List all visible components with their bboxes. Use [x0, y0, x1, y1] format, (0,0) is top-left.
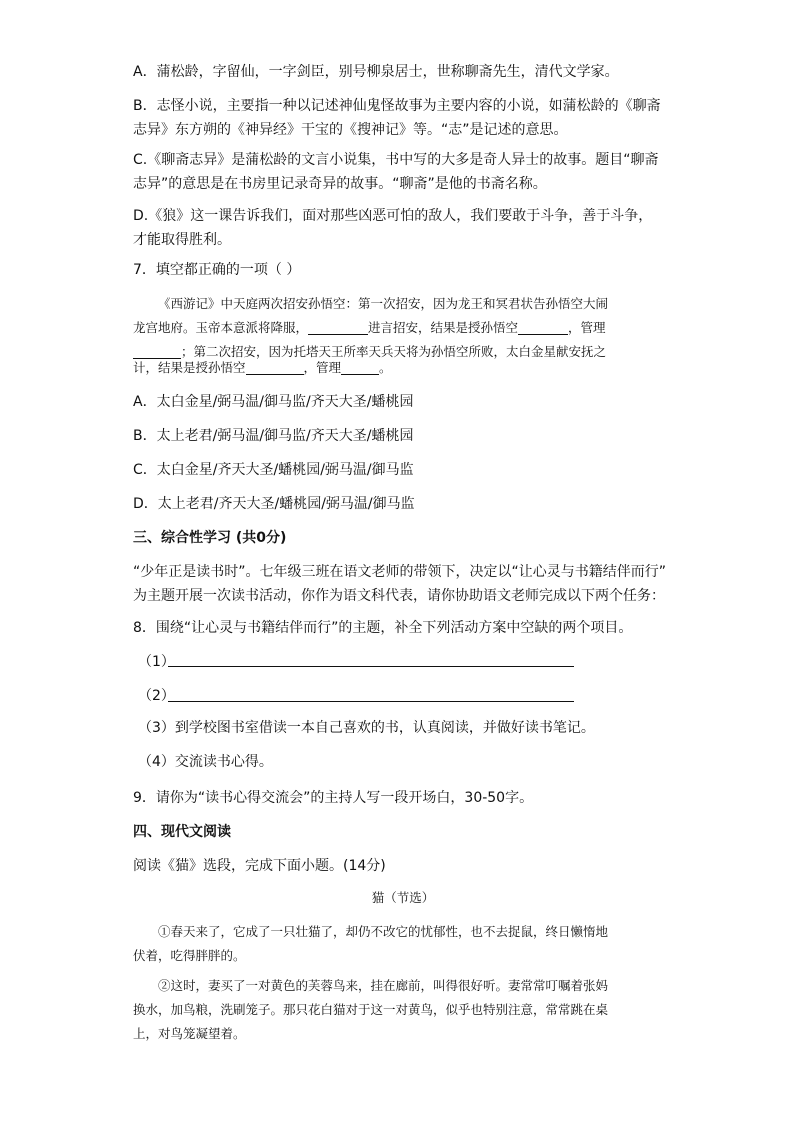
q6-option-b-line2: 志异》东方朔的《神异经》干宝的《搜神记》等。“志”是记述的意思。	[133, 122, 568, 138]
q8-item2-label: （2）	[138, 688, 175, 704]
section4-title: 四、现代文阅读	[133, 824, 231, 840]
q7-passage-text-2b: 进言招安，结果是授孙悟空	[368, 320, 519, 335]
q7-passage-text-2a: 龙宫地府。玉帝本意派将降服，	[133, 320, 309, 335]
q6-option-b-line1: B．志怪小说，主要指一种以记述神仙鬼怪故事为主要内容的小说，如蒲松龄的《聊斋	[133, 98, 661, 114]
article-para1-line1: ①春天来了，它成了一只壮猫了，却仍不改它的忧郁性，也不去捉鼠，终日懒惰地	[158, 924, 609, 939]
q8-stem: 8．围绕“让心灵与书籍结伴而行”的主题，补全下列活动方案中空缺的两个项目。	[133, 620, 633, 636]
q7-passage-line1: 《西游记》中天庭两次招安孙悟空：第一次招安，因为龙王和冥君状告孙悟空大闹	[158, 296, 609, 311]
q7-stem: 7．填空都正确的一项（ ）	[133, 262, 301, 278]
q7-blank-2[interactable]	[518, 320, 568, 335]
section3-title: 三、综合性学习 (共0分)	[133, 530, 287, 546]
section4-intro: 阅读《猫》选段，完成下面小题。(14分)	[133, 858, 386, 874]
q7-passage-text-4a: 计，结果是授孙悟空	[133, 360, 246, 375]
q7-passage-line4	[133, 356, 673, 380]
q6-option-c-line2: 志异”的意思是在书房里记录奇异的故事。“聊斋”是他的书斋名称。	[133, 176, 547, 192]
article-title: 猫（节选）	[371, 890, 435, 905]
q7-option-c: C．太白金星/齐天大圣/蟠桃园/弼马温/御马监	[133, 462, 414, 478]
q7-passage-line2	[133, 316, 673, 340]
q7-option-d: D．太上老君/齐天大圣/蟠桃园/弼马温/御马监	[133, 496, 415, 512]
q7-passage-text-4c: 。	[379, 360, 392, 375]
q6-option-c-line1: C.《聊斋志异》是蒲松龄的文言小说集，书中写的大多是奇人异士的故事。题目“聊斋	[133, 152, 659, 168]
section3-intro-line1: “少年正是读书时”。七年级三班在语文老师的带领下，决定以“让心灵与书籍结伴而行”	[133, 564, 667, 580]
q7-blank-1[interactable]	[308, 320, 368, 335]
q7-option-a: A．太白金星/弼马温/御马监/齐天大圣/蟠桃园	[133, 394, 414, 410]
article-para2-line3: 上，对鸟笼凝望着。	[133, 1026, 246, 1041]
article-para2-line2: 换水，加鸟粮，洗刷笼子。那只花白猫对于这一对黄鸟，似乎也特别注意，常常跳在桌	[133, 1002, 609, 1017]
q9-stem: 9．请你为“读书心得交流会”的主持人写一段开场白，30-50字。	[133, 790, 534, 806]
q6-option-a: A．蒲松龄，字留仙，一字剑臣，别号柳泉居士，世称聊斋先生，清代文学家。	[133, 64, 619, 80]
q7-passage-text-3: ；第二次招安，因为托塔天王所率天兵天将为孙悟空所败，太白金星献安抚之	[181, 344, 607, 359]
q7-blank-4[interactable]	[246, 360, 304, 375]
article-para2-line1: ②这时，妻买了一对黄色的芙蓉鸟来，挂在廊前，叫得很好听。妻常常叮嘱着张妈	[158, 978, 609, 993]
q8-item2-answer-line[interactable]	[168, 701, 574, 702]
q6-option-d-line1: D.《狼》这一课告诉我们，面对那些凶恶可怕的敌人，我们要敢于斗争，善于斗争，	[133, 208, 653, 224]
q7-option-b: B．太上老君/弼马温/御马监/齐天大圣/蟠桃园	[133, 428, 414, 444]
section3-intro-line2: 为主题开展一次读书活动，你作为语文科代表，请你协助语文老师完成以下两个任务：	[133, 588, 665, 604]
q8-item3: （3）到学校图书室借读一本自己喜欢的书，认真阅读，并做好读书笔记。	[138, 720, 595, 736]
q7-blank-5[interactable]	[341, 360, 379, 375]
q8-item1-label: （1）	[138, 654, 175, 670]
q7-passage-text-2c: ，管理	[568, 320, 606, 335]
q8-item4: （4）交流读书心得。	[138, 754, 273, 770]
q8-item1-answer-line[interactable]	[168, 666, 574, 667]
article-para1-line2: 伏着，吃得胖胖的。	[133, 948, 246, 963]
q6-option-d-line2: 才能取得胜利。	[133, 232, 231, 248]
q7-passage-text-4b: ，管理	[303, 360, 342, 375]
